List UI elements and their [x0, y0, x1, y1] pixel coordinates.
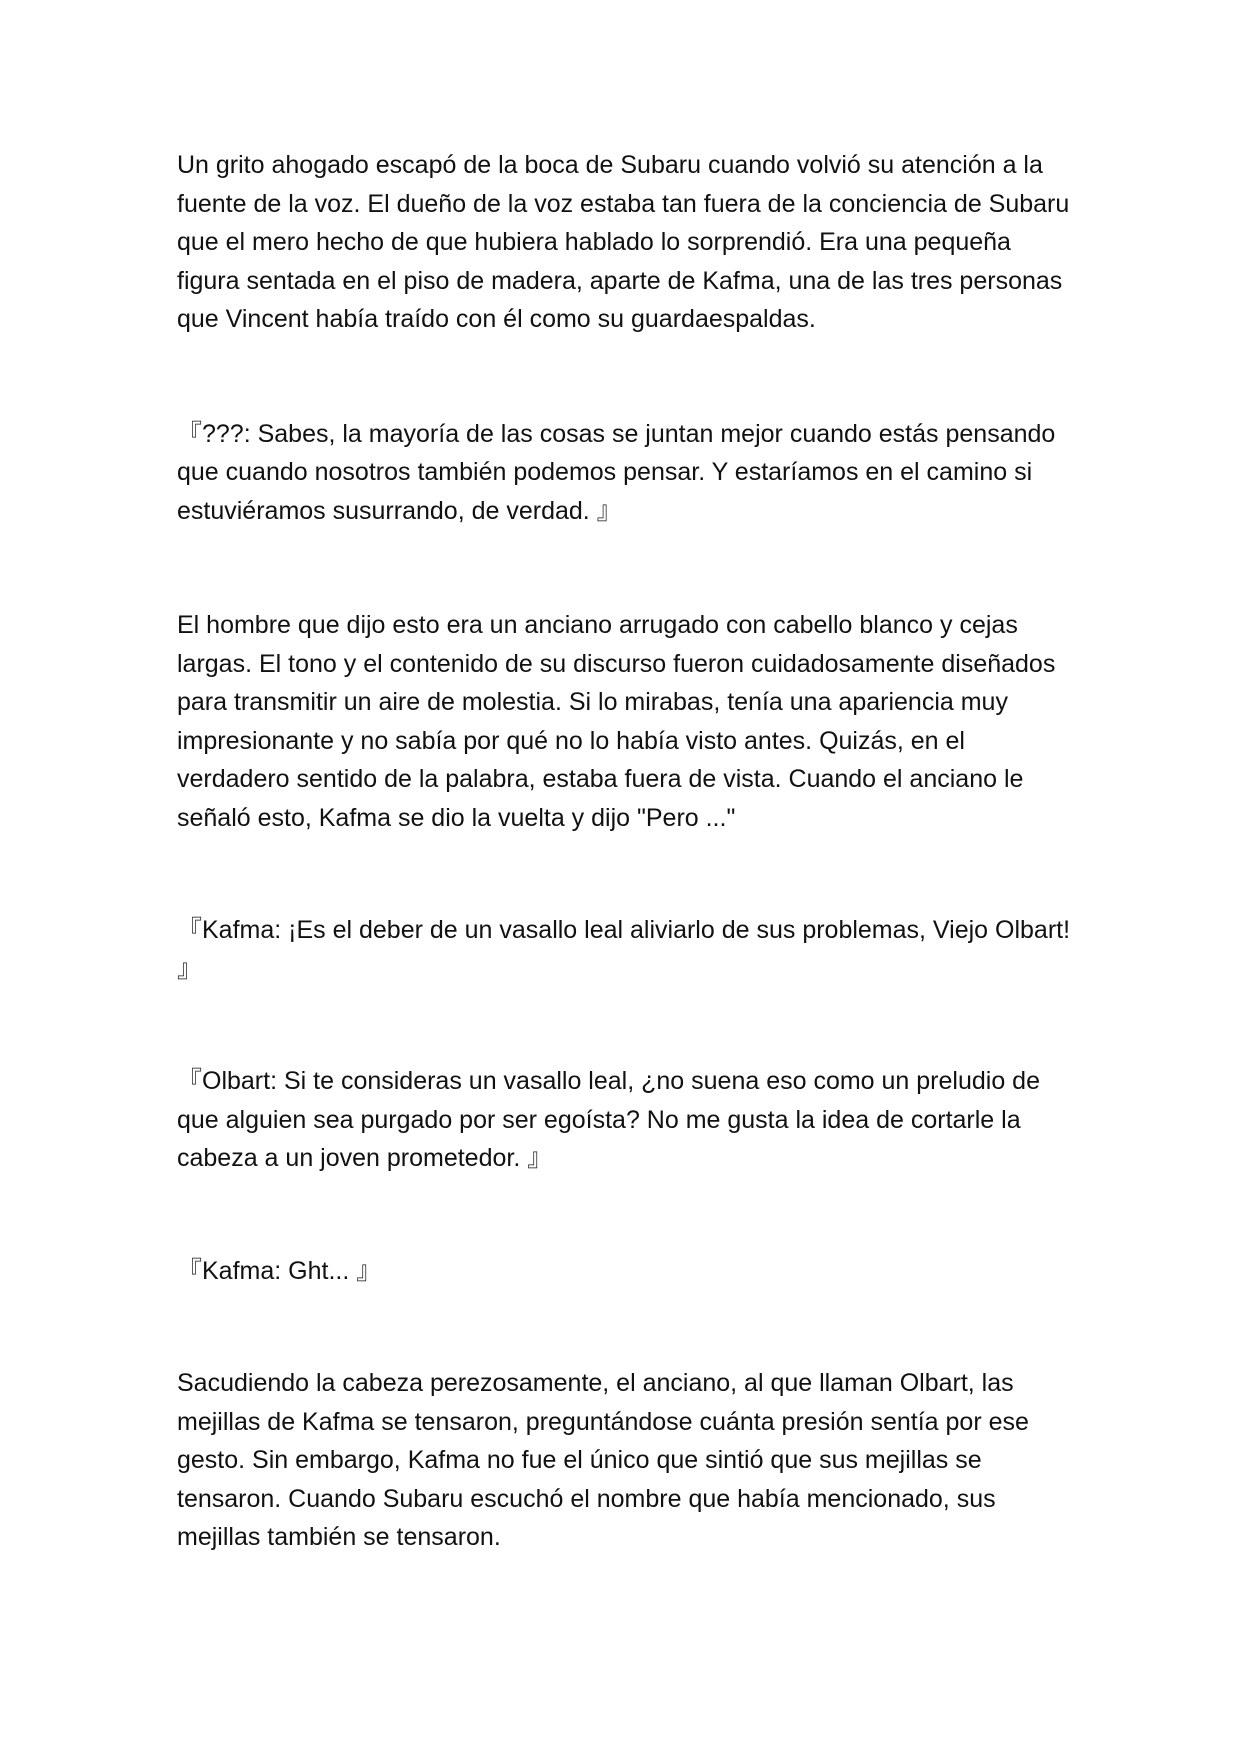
paragraph-dialogue-kafma-1: 『Kafma: ¡Es el deber de un vasallo leal aliviarlo de sus problemas, Viejo Olbart! 』 — [177, 916, 1071, 983]
paragraph-narration-3: Sacudiendo la cabeza perezosamente, el anciano, al que llaman Olbart, las mejillas de Kafma se tensaron, preguntándose cuánta presión sentía por ese gesto. Sin embargo, Kafma no fue el único que sintió que sus mejillas se tensaron. Cuando Subaru escuchó el nombre que había mencionado, sus mejillas también se tensaron. — [177, 1369, 1029, 1551]
paragraph-narration-2: El hombre que dijo esto era un anciano arrugado con cabello blanco y cejas largas. El tono y el contenido de su discurso fueron cuidadosamente diseñados para transmitir un aire de molestia. Si lo mirabas, tenía una apariencia muy impresionante y no sabía por qué no lo había visto antes. Quizás, en el verdadero sentido de la palabra, estaba fuera de vista. Cuando el anciano le señaló esto, Kafma se dio la vuelta y dijo "Pero ..." — [177, 611, 1056, 832]
paragraph-dialogue-kafma-2: 『Kafma: Ght... 』 — [177, 1256, 382, 1285]
paragraph-narration-1: Un grito ahogado escapó de la boca de Subaru cuando volvió su atención a la fuente de la voz. El dueño de la voz estaba tan fuera de la conciencia de Subaru que el mero hecho de que hubiera hablado lo sorprendió. Era una pequeña figura sentada en el piso de madera, aparte de Kafma, una de las tres personas que Vincent había traído con él como su guardaespaldas. — [177, 151, 1070, 333]
paragraph-dialogue-unknown: 『???: Sabes, la mayoría de las cosas se juntan mejor cuando estás pensando que cuando nosotros también podemos pensar. Y estaríamos en el camino si estuviéramos susurrando, de verdad. 』 — [177, 419, 1056, 525]
document-body — [177, 146, 1077, 1557]
paragraph-dialogue-olbart: 『Olbart: Si te consideras un vasallo leal, ¿no suena eso como un preludio de que alguien sea purgado por ser egoísta? No me gusta la idea de cortarle la cabeza a un joven prometedor. 』 — [177, 1067, 1040, 1172]
